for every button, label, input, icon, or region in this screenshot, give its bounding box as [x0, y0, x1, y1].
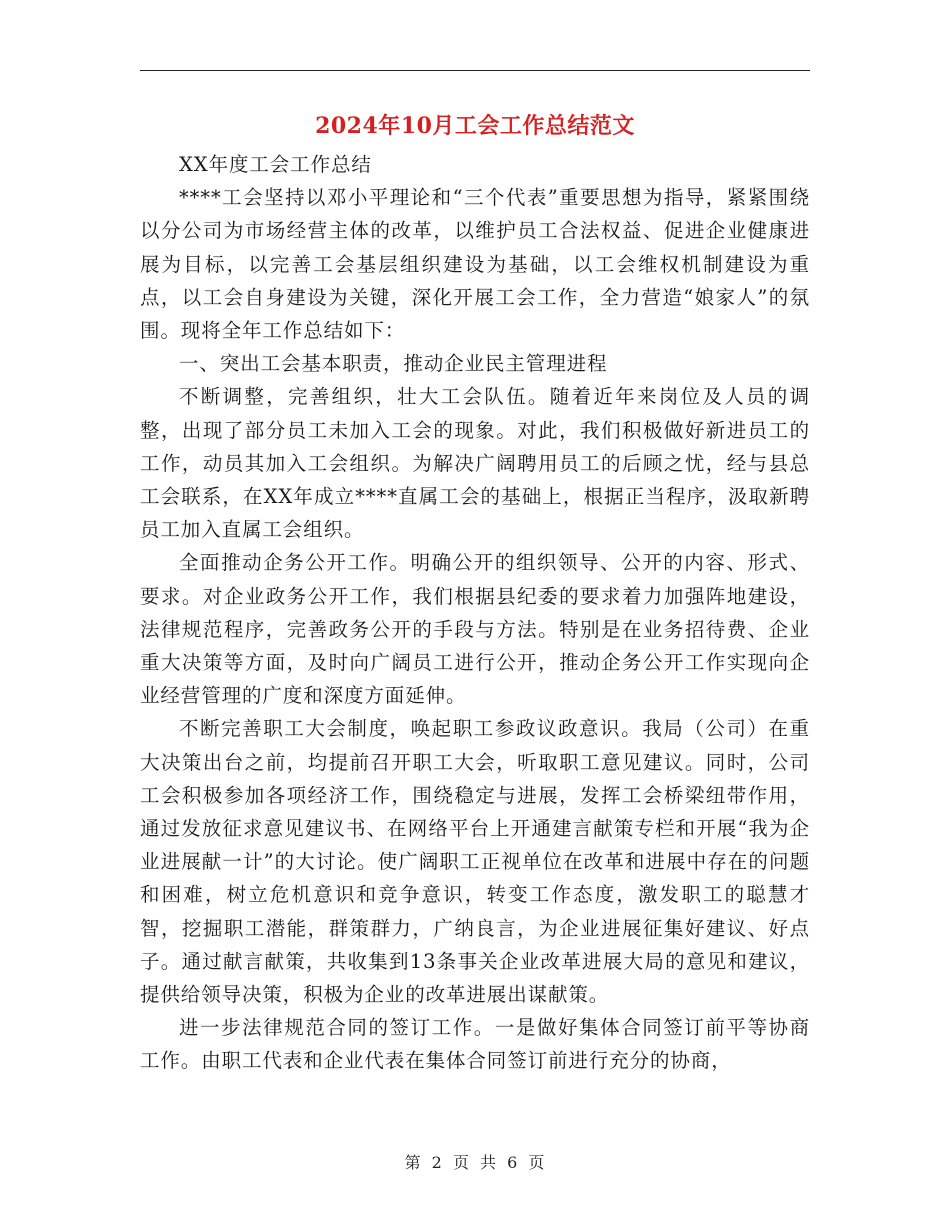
paragraph-intro: ****工会坚持以邓小平理论和“三个代表”重要思想为指导，紧紧围绕以分公司为市场经营主体的改革，以维护员工合法权益、促进企业健康进展为目标，以完善工会基层组织建设为基础，以工会维权机制建设为重点，以工会自身建设为关键，深化开展工会工作，全力营造“娘家人”的氛围。现将全年工作总结如下： — [140, 186, 810, 343]
header-rule — [140, 70, 810, 71]
document-body — [140, 148, 810, 1078]
paragraph-contracts: 进一步法律规范合同的签订工作。一是做好集体合同签订前平等协商工作。由职工代表和企业代表在集体合同签订前进行充分的协商， — [140, 1016, 810, 1073]
paragraph-disclosure: 全面推动企务公开工作。明确公开的组织领导、公开的内容、形式、要求。对企业政务公开工作，我们根据县纪委的要求着力加强阵地建设，法律规范程序，完善政务公开的手段与方法。特别是在业务招待费、企业重大决策等方面，及时向广阔员工进行公开，推动企务公开工作实现向企业经营管理的广度和深度方面延伸。 — [140, 551, 810, 708]
paragraph-staff-congress: 不断完善职工大会制度，唤起职工参政议政意识。我局（公司）在重大决策出台之前，均提前召开职工大会，听取职工意见建议。同时，公司工会积极参加各项经济工作，围绕稳定与进展，发挥工会桥梁纽带作用，通过发放征求意见建议书、在网络平台上开通建言献策专栏和开展“我为企业进展献一计”的大讨论。使广阔职工正视单位在改革和进展中存在的问题和困难，树立危机意识和竞争意识，转变工作态度，激发职工的聪慧才智，挖掘职工潜能，群策群力，广纳良言，为企业进展征集好建议、好点子。通过献言献策，共收集到13条事关企业改革进展大局的意见和建议，提供给领导决策，积极为企业的改革进展出谋献策。 — [140, 717, 810, 1007]
page-number-footer: 第 2 页 共 6 页 — [404, 1153, 546, 1172]
paragraph-organization: 不断调整，完善组织，壮大工会队伍。随着近年来岗位及人员的调整，出现了部分员工未加入工会的现象。对此，我们积极做好新进员工的工作，动员其加入工会组织。为解决广阔聘用员工的后顾之忧，经与县总工会联系，在XX年成立****直属工会的基础上，根据正当程序，汲取新聘员工加入直属工会组织。 — [140, 385, 810, 542]
document-title: 2024年10月工会工作总结范文 — [315, 113, 635, 139]
paragraph-subtitle: XX年度工会工作总结 — [179, 153, 372, 176]
section-heading-1: 一、突出工会基本职责，推动企业民主管理进程 — [179, 352, 608, 376]
